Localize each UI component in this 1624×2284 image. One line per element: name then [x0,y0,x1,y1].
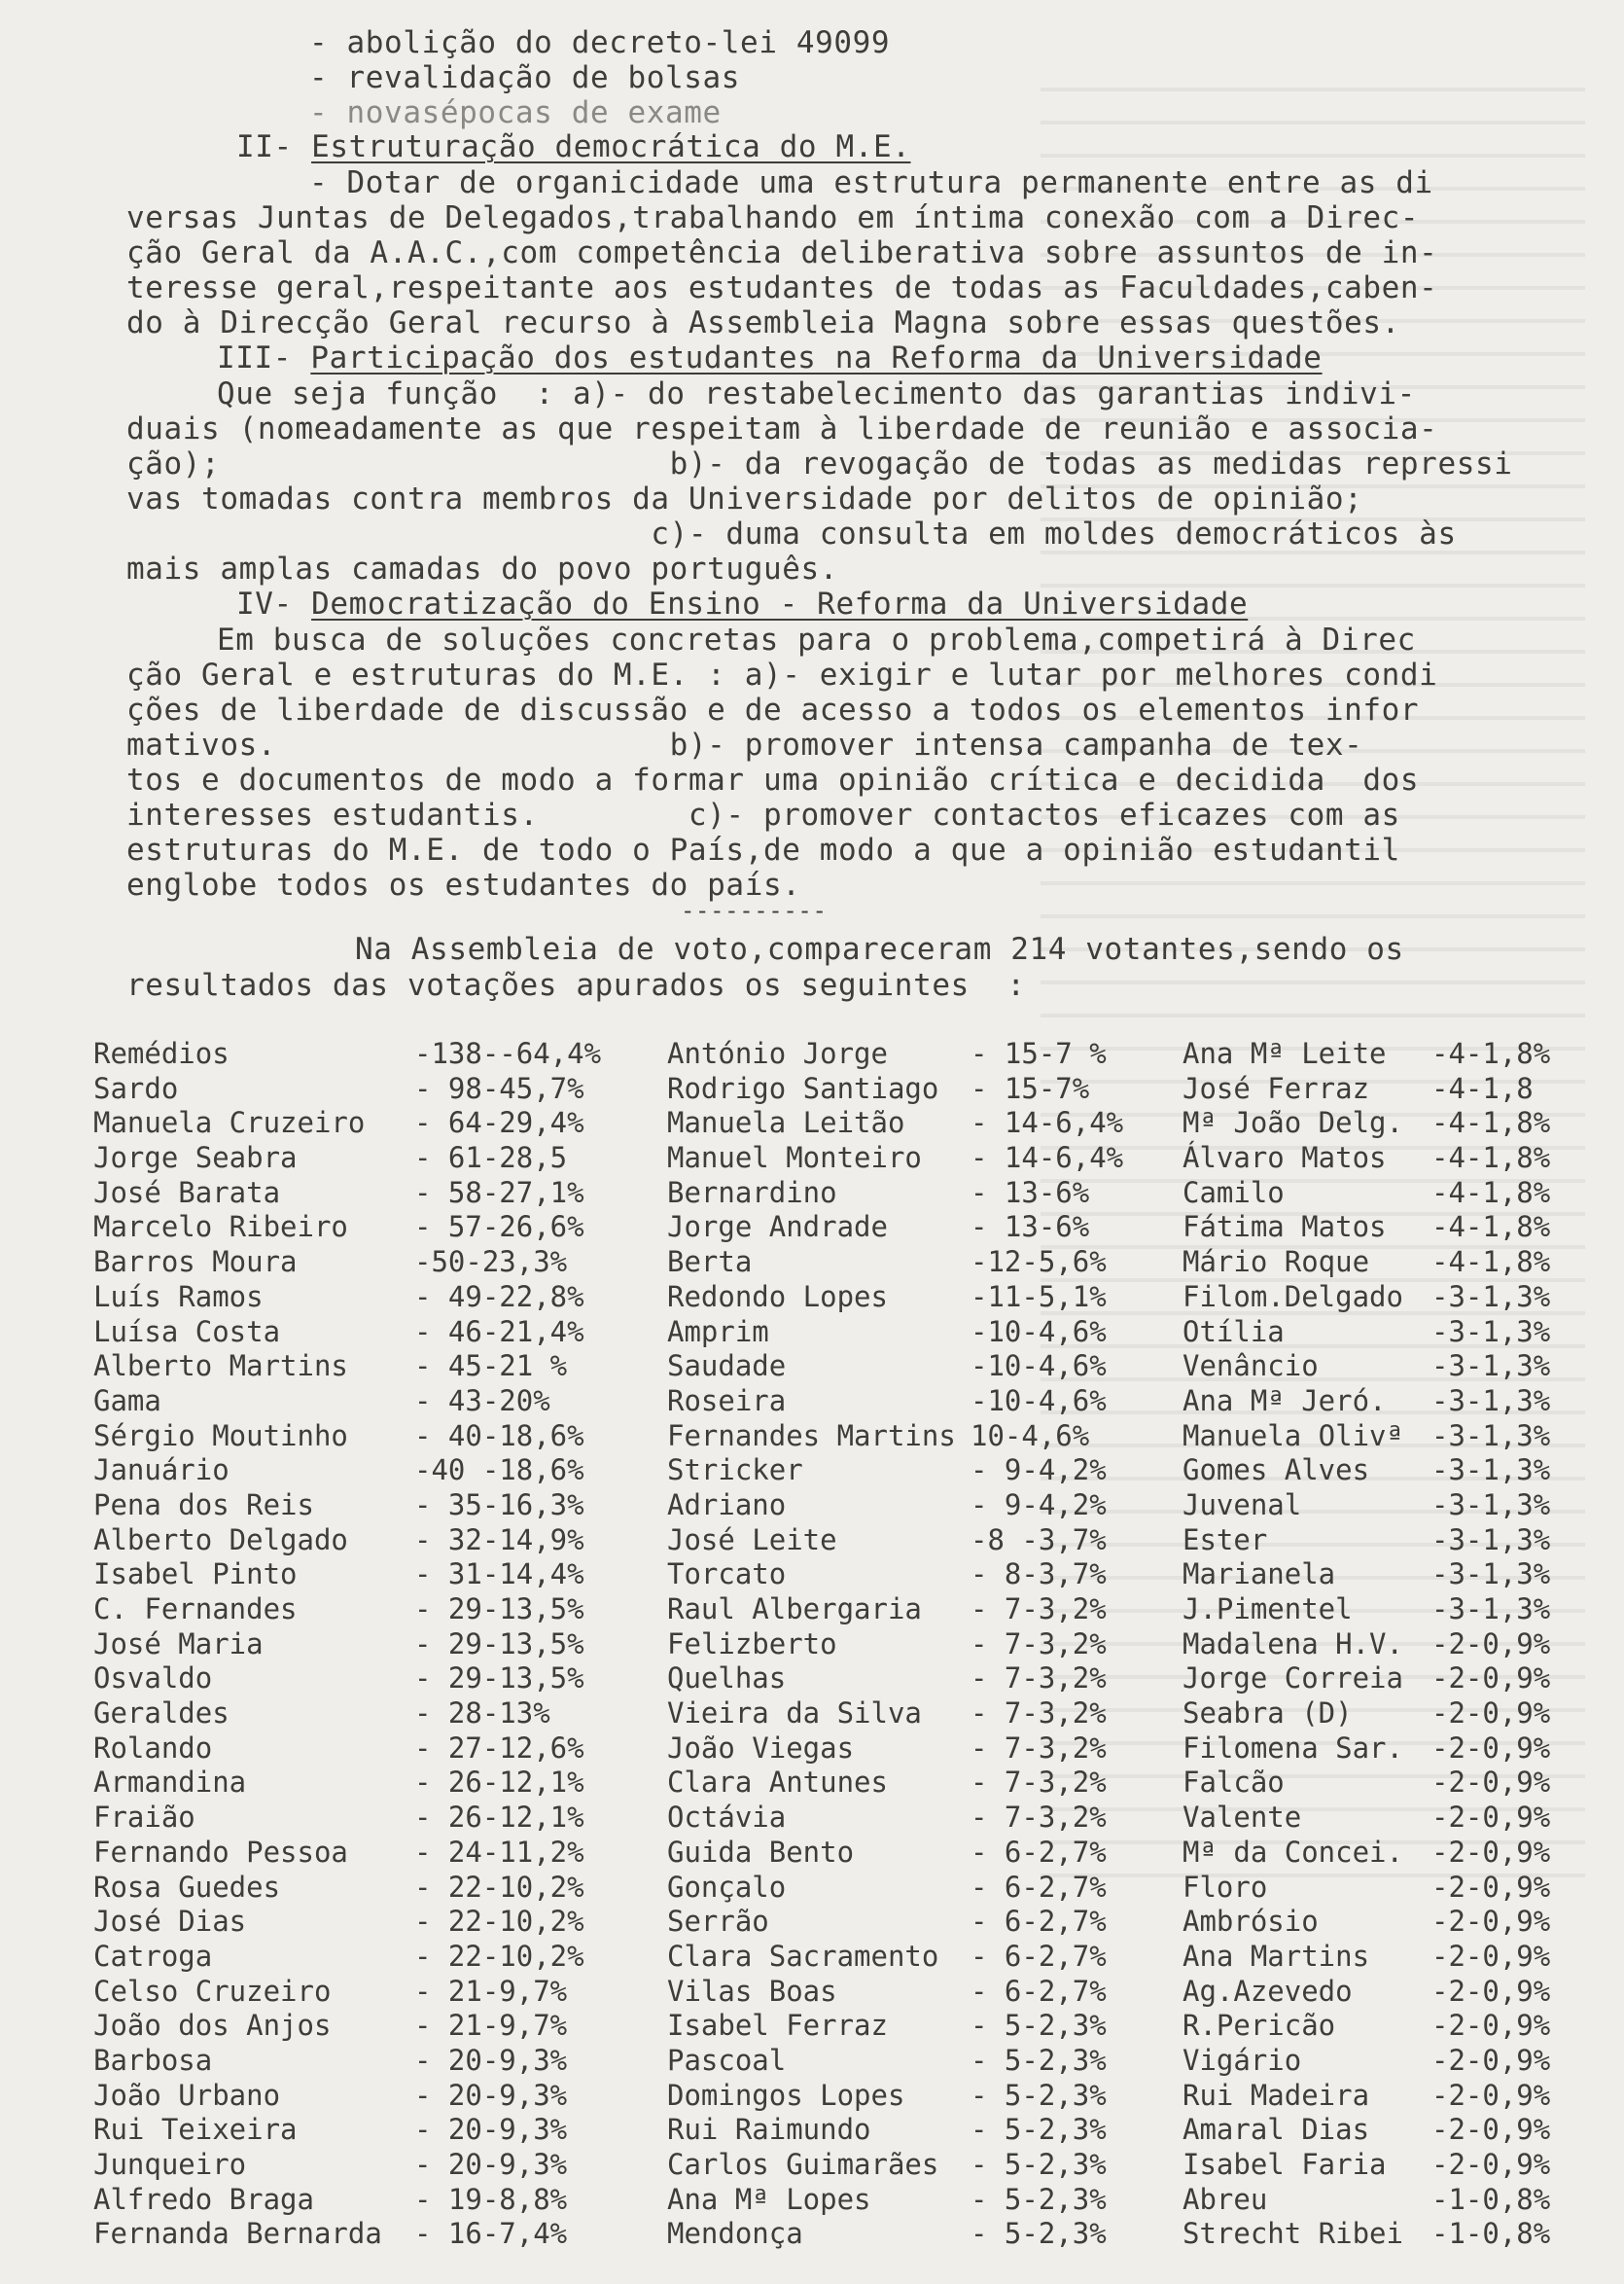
candidate-name: Luísa Costa [93,1314,281,1348]
section4-line: ção Geral e estruturas do M.E. : a)- exigir e lutar por melhores condi [126,658,1438,693]
vote-count: -4-1,8 [1431,1071,1534,1105]
candidate-name: Gama [93,1383,161,1417]
candidate-name: Januário [93,1453,229,1487]
candidate-name: Abreu [1183,2182,1268,2216]
section3-title: Participação dos estudantes na Reforma da Universidade [310,340,1323,375]
candidate-name: Sardo [93,1071,179,1105]
section3-line: vas tomadas contra membros da Universidade por delitos de opinião; [126,482,1363,517]
vote-count: - 5-2,3% [971,2078,1107,2112]
candidate-name: Manuela Cruzeiro [93,1106,366,1140]
vote-count: - 5-2,3% [971,2182,1107,2216]
section3-number: III- [217,340,293,375]
vote-count: -3-1,3% [1431,1314,1551,1348]
vote-count: -2-0,9% [1431,1905,1551,1939]
candidate-name: Quelhas [667,1661,787,1695]
vote-count: - 5-2,3% [971,2148,1107,2181]
candidate-name: Domingos Lopes [667,2078,905,2112]
vote-count: - 26-12,1% [414,1801,584,1835]
vote-count: - 31-14,4% [414,1557,584,1591]
candidate-name: José Ferraz [1183,1071,1370,1105]
header-line-2: - revalidação de bolsas [309,60,741,95]
header-line-1: - abolição do decreto-lei 49099 [309,25,891,60]
vote-count: - 49-22,8% [414,1279,584,1313]
candidate-name: Torcato [667,1557,787,1591]
vote-count: -2-0,9% [1431,2009,1551,2043]
vote-count: - 15-7% [971,1071,1090,1105]
candidate-name: Jorge Seabra [93,1141,298,1175]
vote-count: -10-4,6% [971,1383,1107,1417]
candidate-name: Junqueiro [93,2148,247,2181]
candidate-name: Clara Antunes [667,1766,888,1800]
vote-count: -1-0,8% [1431,2217,1551,2251]
vote-count: - 20-9,3% [414,2148,568,2181]
section2-line: do à Direcção Geral recurso à Assembleia Magna sobre essas questões. [126,305,1400,340]
candidate-name: Serrão [667,1905,769,1939]
section3-line: Que seja função : a)- do restabelecimento das garantias indivi- [217,376,1416,411]
candidate-name: Fátima Matos [1183,1210,1387,1244]
candidate-name: José Dias [93,1905,247,1939]
candidate-name: Fernandes Martins [667,1418,956,1452]
vote-count: - 32-14,9% [414,1522,584,1556]
vote-count: -12-5,6% [971,1245,1107,1279]
section2-line: versas Juntas de Delegados,trabalhando em íntima conexão com a Direc- [126,200,1420,235]
candidate-name: José Maria [93,1626,264,1660]
vote-count: -4-1,8% [1431,1175,1551,1209]
vote-count: -11-5,1% [971,1279,1107,1313]
candidate-name: Guida Bento [667,1835,855,1869]
vote-count: - 43-20% [414,1383,550,1417]
vote-count: -2-0,9% [1431,1870,1551,1904]
vote-count: -2-0,9% [1431,1661,1551,1695]
vote-count: -3-1,3% [1431,1557,1551,1591]
candidate-name: Remédios [93,1037,229,1070]
vote-count: - 29-13,5% [414,1592,584,1625]
vote-count: -50-23,3% [414,1245,568,1279]
vote-count: - 57-26,6% [414,1210,584,1244]
section4-line: estruturas do M.E. de todo o País,de modo a que a opinião estudantil [126,833,1400,868]
candidate-name: Floro [1183,1870,1268,1904]
candidate-name: Filom.Delgado [1183,1279,1403,1313]
vote-count: -138--64,4% [414,1037,602,1070]
vote-count: - 7-3,2% [971,1731,1107,1765]
vote-count: -10-4,6% [971,1314,1107,1348]
candidate-name: Falcão [1183,1766,1285,1800]
vote-count: -3-1,3% [1431,1592,1551,1625]
candidate-name: Barros Moura [93,1245,298,1279]
vote-count: -2-0,9% [1431,1835,1551,1869]
vote-count: -2-0,9% [1431,1766,1551,1800]
section2-heading [236,129,911,164]
section3-line: c)- duma consulta em moldes democráticos às [126,517,1457,552]
vote-count: - 16-7,4% [414,2217,568,2251]
vote-count: - 5-2,3% [971,2009,1107,2043]
vote-count: - 9-4,2% [971,1487,1107,1521]
vote-count: -2-0,9% [1431,1696,1551,1731]
candidate-name: Isabel Pinto [93,1557,298,1591]
candidate-name: Berta [667,1245,753,1279]
results-intro-line-2: resultados das votações apurados os seguintes : [126,968,1026,1003]
candidate-name: Vigário [1183,2043,1302,2077]
candidate-name: Rui Raimundo [667,2113,871,2147]
separator: ---------- [681,897,828,924]
section4-line: mativos. b)- promover intensa campanha de tex- [126,728,1363,763]
candidate-name: Manuela Olivª [1183,1418,1403,1452]
section3-line: duais (nomeadamente as que respeitam à liberdade de reunião e associa- [126,411,1438,446]
vote-count: - 46-21,4% [414,1314,584,1348]
vote-count: - 35-16,3% [414,1487,584,1521]
candidate-name: José Barata [93,1175,281,1209]
vote-count: -3-1,3% [1431,1279,1551,1313]
vote-count: - 9-4,2% [971,1453,1107,1487]
vote-count: -2-0,9% [1431,1939,1551,1973]
vote-count: - 6-2,7% [971,1905,1107,1939]
candidate-name: Redondo Lopes [667,1279,888,1313]
candidate-name: Gomes Alves [1183,1453,1370,1487]
vote-count: - 5-2,3% [971,2043,1107,2077]
candidate-name: Barbosa [93,2043,213,2077]
vote-count: -8 -3,7% [971,1522,1107,1556]
vote-count: - 40-18,6% [414,1418,584,1452]
vote-count: - 7-3,2% [971,1696,1107,1731]
candidate-name: Bernardino [667,1175,837,1209]
vote-count: -4-1,8% [1431,1037,1551,1070]
candidate-name: Vieira da Silva [667,1696,922,1731]
candidate-name: Ana Mª Lopes [667,2182,871,2216]
candidate-name: Gonçalo [667,1870,787,1904]
candidate-name: Valente [1183,1801,1302,1835]
candidate-name: Catroga [93,1939,213,1973]
candidate-name: R.Pericão [1183,2009,1336,2043]
candidate-name: Rui Madeira [1183,2078,1370,2112]
vote-count: - 6-2,7% [971,1939,1107,1973]
vote-count: -2-0,9% [1431,1731,1551,1765]
candidate-name: Mª João Delg. [1183,1106,1403,1140]
candidate-name: C. Fernandes [93,1592,298,1625]
candidate-name: Otília [1183,1314,1285,1348]
vote-count: - 7-3,2% [971,1592,1107,1625]
vote-count: -2-0,9% [1431,2113,1551,2147]
section4-title: Democratização do Ensino - Reforma da Universidade [311,587,1249,622]
vote-count: - 13-6% [971,1175,1090,1209]
vote-count: - 29-13,5% [414,1661,584,1695]
candidate-name: Álvaro Matos [1183,1141,1387,1175]
candidate-name: Isabel Ferraz [667,2009,888,2043]
section2-line: ção Geral da A.A.C.,com competência deliberativa sobre assuntos de in- [126,235,1438,270]
vote-count: -2-0,9% [1431,1974,1551,2008]
vote-count: -2-0,9% [1431,2148,1551,2181]
vote-count: - 21-9,7% [414,1974,568,2008]
candidate-name: Alfredo Braga [93,2182,314,2216]
vote-count: - 20-9,3% [414,2043,568,2077]
section3-heading [217,340,1323,375]
candidate-name: Alberto Martins [93,1349,348,1383]
candidate-name: Pena dos Reis [93,1487,314,1521]
candidate-name: Adriano [667,1487,787,1521]
candidate-name: Carlos Guimarães [667,2148,939,2181]
candidate-name: José Leite [667,1522,837,1556]
vote-count: 10-4,6% [971,1418,1090,1452]
vote-count: -2-0,9% [1431,2043,1551,2077]
candidate-name: António Jorge [667,1037,888,1070]
vote-count: - 21-9,7% [414,2009,568,2043]
candidate-name: Strecht Ribei [1183,2217,1403,2251]
section4-heading [236,587,1248,622]
candidate-name: Rodrigo Santiago [667,1071,939,1105]
candidate-name: Mendonça [667,2217,803,2251]
vote-count: - 14-6,4% [971,1141,1124,1175]
candidate-name: Ester [1183,1522,1268,1556]
vote-count: -4-1,8% [1431,1210,1551,1244]
vote-count: - 28-13% [414,1696,550,1731]
candidate-name: Isabel Faria [1183,2148,1387,2181]
candidate-name: Geraldes [93,1696,229,1731]
vote-count: - 5-2,3% [971,2217,1107,2251]
section4-line: interesses estudantis. c)- promover contactos eficazes com as [126,798,1400,833]
section4-line: ções de liberdade de discussão e de acesso a todos os elementos infor [126,693,1420,728]
vote-count: - 64-29,4% [414,1106,584,1140]
vote-count: - 24-11,2% [414,1835,584,1869]
section3-line: mais amplas camadas do povo português. [126,552,839,587]
vote-count: -4-1,8% [1431,1141,1551,1175]
vote-count: -10-4,6% [971,1349,1107,1383]
vote-count: -3-1,3% [1431,1349,1551,1383]
candidate-name: Marianela [1183,1557,1336,1591]
candidate-name: Fernanda Bernarda [93,2217,382,2251]
section4-line: Em busca de soluções concretas para o problema,competirá à Direc [217,623,1416,658]
vote-count: - 58-27,1% [414,1175,584,1209]
candidate-name: Mª da Concei. [1183,1835,1403,1869]
vote-count: -3-1,3% [1431,1418,1551,1452]
vote-count: - 7-3,2% [971,1801,1107,1835]
candidate-name: Venâncio [1183,1349,1319,1383]
candidate-name: Ana Mª Leite [1183,1037,1387,1070]
header-line-3: - novasépocas de exame [309,95,722,130]
candidate-name: Jorge Correia [1183,1661,1403,1695]
vote-count: -2-0,9% [1431,1801,1551,1835]
candidate-name: Rosa Guedes [93,1870,281,1904]
vote-count: - 27-12,6% [414,1731,584,1765]
candidate-name: Fernando Pessoa [93,1835,348,1869]
candidate-name: Pascoal [667,2043,787,2077]
candidate-name: J.Pimentel [1183,1592,1353,1625]
candidate-name: Rui Teixeira [93,2113,298,2147]
candidate-name: Ambrósio [1183,1905,1319,1939]
candidate-name: Ana Mª Jeró. [1183,1383,1387,1417]
vote-count: - 15-7 % [971,1037,1107,1070]
vote-count: -40 -18,6% [414,1453,584,1487]
candidate-name: Octávia [667,1801,787,1835]
candidate-name: Mário Roque [1183,1245,1370,1279]
candidate-name: João Viegas [667,1731,855,1765]
vote-count: - 29-13,5% [414,1626,584,1660]
candidate-name: Ag.Azevedo [1183,1974,1353,2008]
candidate-name: Amprim [667,1314,769,1348]
section2-title: Estruturação democrática do M.E. [311,129,911,164]
vote-count: - 7-3,2% [971,1766,1107,1800]
vote-count: -3-1,3% [1431,1383,1551,1417]
section2-line: teresse geral,respeitante aos estudantes de todas as Faculdades,caben- [126,270,1438,305]
candidate-name: Saudade [667,1349,787,1383]
vote-count: -3-1,3% [1431,1453,1551,1487]
candidate-name: Filomena Sar. [1183,1731,1403,1765]
candidate-name: Marcelo Ribeiro [93,1210,348,1244]
candidate-name: Seabra (D) [1183,1696,1353,1731]
candidate-name: Celso Cruzeiro [93,1974,332,2008]
section2-line: - Dotar de organicidade uma estrutura permanente entre as di [309,165,1433,200]
vote-count: - 61-28,5 [414,1141,568,1175]
candidate-name: Madalena H.V. [1183,1626,1403,1660]
vote-count: -2-0,9% [1431,2078,1551,2112]
vote-count: - 7-3,2% [971,1626,1107,1660]
vote-count: -3-1,3% [1431,1522,1551,1556]
section3-line: ção); b)- da revogação de todas as medidas repressi [126,446,1513,482]
vote-count: - 22-10,2% [414,1939,584,1973]
candidate-name: Manuela Leitão [667,1106,905,1140]
candidate-name: Armandina [93,1766,247,1800]
candidate-name: Roseira [667,1383,787,1417]
candidate-name: Rolando [93,1731,213,1765]
vote-count: - 20-9,3% [414,2078,568,2112]
vote-count: - 13-6% [971,1210,1090,1244]
candidate-name: João dos Anjos [93,2009,332,2043]
candidate-name: João Urbano [93,2078,281,2112]
candidate-name: Clara Sacramento [667,1939,939,1973]
vote-count: - 19-8,8% [414,2182,568,2216]
vote-count: -3-1,3% [1431,1487,1551,1521]
vote-count: - 14-6,4% [971,1106,1124,1140]
candidate-name: Felizberto [667,1626,837,1660]
vote-count: - 20-9,3% [414,2113,568,2147]
vote-count: - 5-2,3% [971,2113,1107,2147]
candidate-name: Juvenal [1183,1487,1302,1521]
vote-count: - 98-45,7% [414,1071,584,1105]
candidate-name: Raul Albergaria [667,1592,922,1625]
candidate-name: Alberto Delgado [93,1522,348,1556]
vote-count: - 22-10,2% [414,1905,584,1939]
candidate-name: Sérgio Moutinho [93,1418,348,1452]
section4-number: IV- [236,587,293,622]
vote-count: - 26-12,1% [414,1766,584,1800]
section4-line: englobe todos os estudantes do país. [126,868,801,903]
section4-line: tos e documentos de modo a formar uma opinião crítica e decidida dos [126,763,1420,798]
vote-count: -4-1,8% [1431,1245,1551,1279]
candidate-name: Fraião [93,1801,195,1835]
candidate-name: Camilo [1183,1175,1285,1209]
candidate-name: Stricker [667,1453,803,1487]
vote-count: - 8-3,7% [971,1557,1107,1591]
candidate-name: Amaral Dias [1183,2113,1370,2147]
vote-count: -1-0,8% [1431,2182,1551,2216]
candidate-name: Ana Martins [1183,1939,1370,1973]
results-intro-line-1: Na Assembleia de voto,compareceram 214 votantes,sendo os [355,932,1404,967]
candidate-name: Vilas Boas [667,1974,837,2008]
candidate-name: Osvaldo [93,1661,213,1695]
vote-count: - 6-2,7% [971,1870,1107,1904]
vote-count: - 6-2,7% [971,1974,1107,2008]
candidate-name: Jorge Andrade [667,1210,888,1244]
candidate-name: Luís Ramos [93,1279,264,1313]
vote-count: - 6-2,7% [971,1835,1107,1869]
vote-count: - 45-21 % [414,1349,568,1383]
vote-count: - 22-10,2% [414,1870,584,1904]
vote-count: - 7-3,2% [971,1661,1107,1695]
section2-number: II- [236,129,293,164]
vote-count: -2-0,9% [1431,1626,1551,1660]
candidate-name: Manuel Monteiro [667,1141,922,1175]
vote-count: -4-1,8% [1431,1106,1551,1140]
